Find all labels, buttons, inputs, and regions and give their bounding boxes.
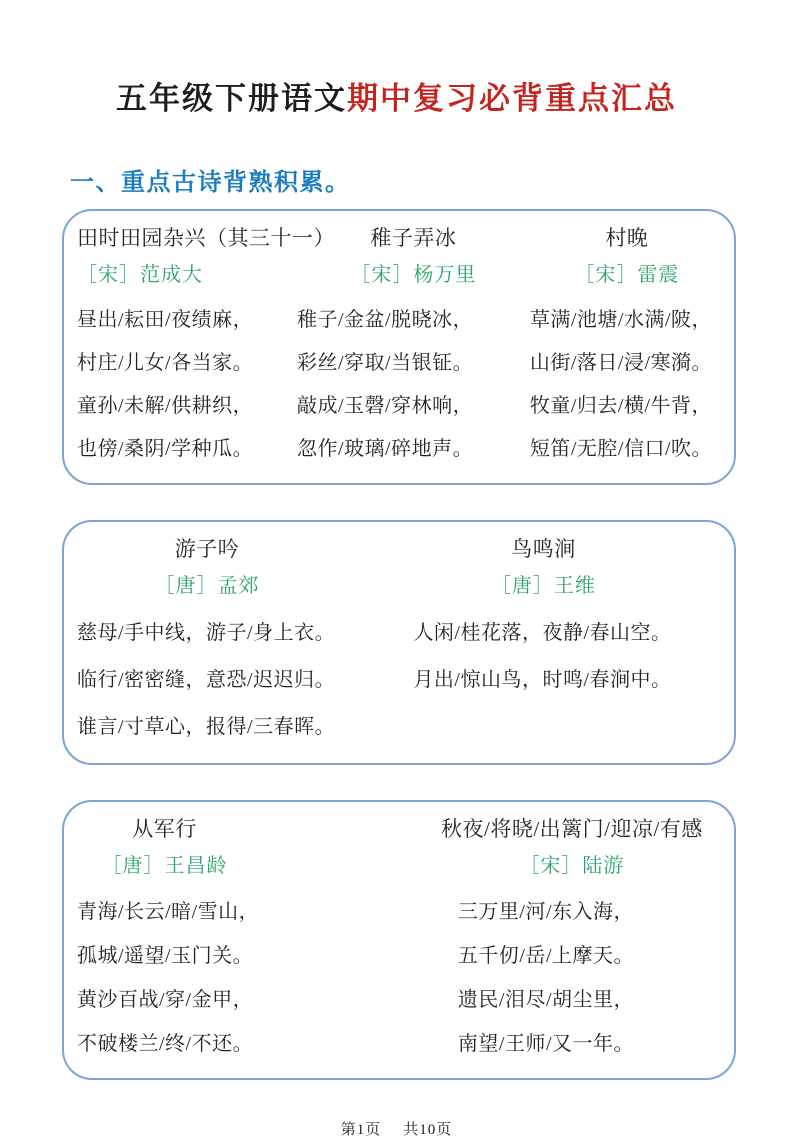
poem-line: 南望/王师/又一年。: [457, 1033, 635, 1055]
page-title-black-part: 五年级下册语文: [116, 81, 347, 116]
poem-line: 孤城/遥望/玉门关。: [77, 945, 254, 967]
poem-column-youziyin: [77, 532, 413, 751]
poem-author: ［宋］杨万里: [350, 264, 477, 286]
poem-line: 村庄/儿女/各当家。: [77, 352, 254, 374]
page-title-red-part: 期中复习必背重点汇总: [347, 81, 677, 116]
poem-author: ［宋］雷震: [574, 264, 680, 286]
poem-title: 秋夜/将晓/出篱门/迎凉/有感: [441, 817, 703, 841]
poem-title: 游子吟: [174, 537, 240, 561]
poem-line: 敲成/玉磬/穿林响，: [296, 395, 474, 417]
poem-line: 草满/池塘/水满/陂，: [529, 309, 713, 331]
poem-title: 村晚: [605, 226, 649, 250]
poem-column-zhizinongbing: [297, 221, 530, 471]
poem-title: 鸟鸣涧: [511, 537, 576, 561]
poem-column-cunwan: [530, 221, 724, 471]
poem-line: 月出/惊山鸟，时鸣/春涧中。: [413, 669, 672, 691]
poem-line: 彩丝/穿取/当银钲。: [296, 352, 474, 374]
poem-line: 忽作/玻璃/碎地声。: [296, 438, 474, 460]
page-footer: [0, 1118, 793, 1139]
poem-box-3: [62, 800, 736, 1080]
poem-line: 慈母/手中线，游子/身上衣。: [77, 622, 336, 644]
poem-line: 遗民/泪尽/胡尘里，: [457, 989, 635, 1011]
poem-line: 牧童/归去/横/牛背，: [529, 395, 713, 417]
poem-line: 短笛/无腔/信口/吹。: [529, 438, 713, 460]
poem-column-qiuyejiangxiao: [420, 812, 724, 1066]
poem-author: ［唐］王维: [490, 575, 596, 597]
poem-line: 山街/落日/浸/寒漪。: [529, 352, 713, 374]
poem-author: ［唐］孟郊: [154, 575, 260, 597]
poem-line: 五千仞/岳/上摩天。: [457, 945, 635, 967]
page-number: 第1页: [340, 1122, 382, 1138]
poem-column-tianshitianyuanzaxing: [77, 221, 335, 471]
poem-column-niaomingjian: [413, 532, 724, 751]
poem-line: 人闲/桂花落，夜静/春山空。: [413, 622, 672, 644]
poem-author: ［宋］陆游: [519, 855, 625, 877]
poem-author: ［唐］王昌龄: [101, 855, 228, 877]
poem-title: 从军行: [132, 817, 197, 841]
poem-line: 临行/密密缝，意恐/迟迟归。: [77, 669, 336, 691]
page-title: [0, 76, 793, 122]
poem-column-congjunxing: [77, 812, 420, 1066]
poem-box-2: [62, 520, 736, 765]
poem-line: 青海/长云/暗/雪山，: [77, 901, 260, 923]
total-pages: 共10页: [403, 1122, 453, 1138]
poem-line: 黄沙百战/穿/金甲，: [77, 989, 254, 1011]
poem-line: 童孙/未解/供耕织，: [77, 395, 254, 417]
poem-line: 昼出/耘田/夜绩麻，: [77, 309, 254, 331]
poem-title: 稚子弄冰: [370, 226, 457, 250]
poem-title: 田时田园杂兴（其三十一）: [77, 226, 335, 250]
poem-line: 三万里/河/东入海，: [457, 901, 635, 923]
section-heading: 一、重点古诗背熟积累。: [70, 170, 351, 196]
poem-line: 也傍/桑阴/学种瓜。: [77, 438, 254, 460]
poem-line: 稚子/金盆/脱晓冰，: [296, 309, 474, 331]
poem-line: 不破楼兰/终/不还。: [77, 1033, 254, 1055]
poem-author: ［宋］范成大: [77, 264, 203, 286]
poem-box-1: [62, 209, 736, 485]
poem-line: 谁言/寸草心，报得/三春晖。: [77, 716, 336, 738]
